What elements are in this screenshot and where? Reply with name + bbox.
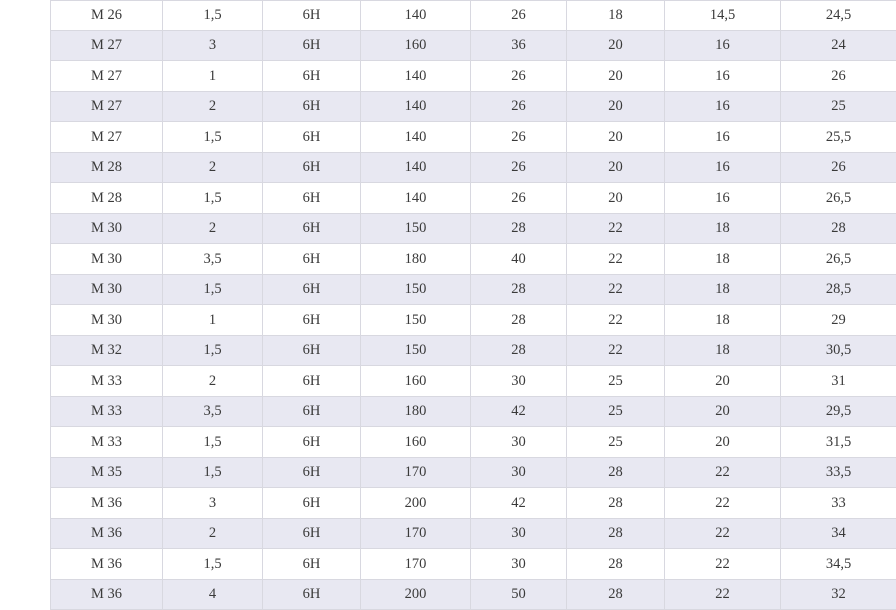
table-cell-thread: M 30 [51, 305, 163, 336]
table-cell-length_c: 25 [567, 427, 665, 458]
table-cell-pitch: 3 [163, 488, 263, 519]
table-cell-length_c: 22 [567, 213, 665, 244]
table-cell-thread: M 26 [51, 0, 163, 30]
table-cell-pitch: 3 [163, 30, 263, 61]
table-top-rule [50, 0, 896, 1]
table-cell-length_a: 140 [361, 61, 471, 92]
table-cell-length_c: 28 [567, 488, 665, 519]
table-cell-length_d: 20 [665, 427, 781, 458]
table-cell-pitch: 1,5 [163, 549, 263, 580]
table-cell-tolerance: 6H [263, 518, 361, 549]
table-cell-tolerance: 6H [263, 366, 361, 397]
table-cell-length_e: 26 [781, 61, 896, 92]
table-row [51, 152, 896, 183]
table-cell-length_c: 20 [567, 152, 665, 183]
table-cell-pitch: 1,5 [163, 0, 263, 30]
table-cell-length_b: 30 [471, 518, 567, 549]
table-cell-length_c: 28 [567, 457, 665, 488]
table-cell-length_d: 22 [665, 579, 781, 610]
table-cell-pitch: 2 [163, 91, 263, 122]
table-cell-tolerance: 6H [263, 427, 361, 458]
table-cell-length_e: 25,5 [781, 122, 896, 153]
table-cell-tolerance: 6H [263, 549, 361, 580]
thread-specification-table [50, 0, 896, 610]
table-cell-thread: M 27 [51, 30, 163, 61]
table-cell-pitch: 2 [163, 366, 263, 397]
table-cell-length_b: 28 [471, 305, 567, 336]
page-left-margin [0, 0, 50, 597]
table-cell-length_e: 25 [781, 91, 896, 122]
table-row [51, 335, 896, 366]
table-cell-length_b: 30 [471, 457, 567, 488]
table-cell-length_c: 20 [567, 122, 665, 153]
table-cell-length_c: 22 [567, 274, 665, 305]
table-cell-length_b: 30 [471, 366, 567, 397]
table-cell-length_e: 24 [781, 30, 896, 61]
table-cell-length_e: 28,5 [781, 274, 896, 305]
table-cell-length_e: 28 [781, 213, 896, 244]
table-cell-thread: M 32 [51, 335, 163, 366]
table-cell-length_b: 26 [471, 61, 567, 92]
table-row [51, 457, 896, 488]
table-cell-length_d: 18 [665, 213, 781, 244]
table-cell-length_d: 18 [665, 305, 781, 336]
table-cell-tolerance: 6H [263, 457, 361, 488]
table-cell-length_a: 140 [361, 122, 471, 153]
table-cell-length_b: 50 [471, 579, 567, 610]
table-cell-length_a: 140 [361, 183, 471, 214]
table-cell-thread: M 27 [51, 122, 163, 153]
table-cell-length_a: 140 [361, 0, 471, 30]
table-row [51, 30, 896, 61]
table-cell-length_b: 30 [471, 427, 567, 458]
table-cell-length_d: 22 [665, 488, 781, 519]
table-cell-length_e: 34 [781, 518, 896, 549]
table-cell-tolerance: 6H [263, 91, 361, 122]
table-cell-length_a: 150 [361, 274, 471, 305]
table-cell-length_c: 20 [567, 183, 665, 214]
table-cell-length_c: 20 [567, 61, 665, 92]
table-cell-tolerance: 6H [263, 244, 361, 275]
table-row [51, 488, 896, 519]
table-cell-tolerance: 6H [263, 396, 361, 427]
table-cell-length_c: 28 [567, 579, 665, 610]
table-cell-tolerance: 6H [263, 274, 361, 305]
table-cell-length_b: 26 [471, 183, 567, 214]
table-cell-length_a: 160 [361, 366, 471, 397]
table-cell-length_e: 26,5 [781, 244, 896, 275]
table-cell-length_a: 140 [361, 152, 471, 183]
table-row [51, 244, 896, 275]
table-row [51, 366, 896, 397]
table-cell-length_a: 170 [361, 549, 471, 580]
table-row [51, 518, 896, 549]
table-cell-length_a: 200 [361, 579, 471, 610]
table-cell-length_d: 16 [665, 152, 781, 183]
table-cell-thread: M 36 [51, 579, 163, 610]
table-cell-length_d: 18 [665, 335, 781, 366]
table-cell-length_e: 30,5 [781, 335, 896, 366]
table-row [51, 579, 896, 610]
table-cell-length_b: 26 [471, 0, 567, 30]
table-cell-length_c: 25 [567, 396, 665, 427]
table-cell-length_d: 22 [665, 549, 781, 580]
table-cell-length_e: 32 [781, 579, 896, 610]
table-cell-length_b: 26 [471, 91, 567, 122]
table-cell-thread: M 28 [51, 183, 163, 214]
table-cell-thread: M 28 [51, 152, 163, 183]
table-cell-length_d: 18 [665, 274, 781, 305]
table-cell-length_d: 16 [665, 30, 781, 61]
table-cell-pitch: 1 [163, 305, 263, 336]
table-cell-length_d: 22 [665, 457, 781, 488]
table-cell-length_d: 16 [665, 61, 781, 92]
table-cell-length_e: 26,5 [781, 183, 896, 214]
table-cell-thread: M 33 [51, 396, 163, 427]
table-row [51, 122, 896, 153]
table-cell-length_e: 26 [781, 152, 896, 183]
table-cell-thread: M 36 [51, 488, 163, 519]
table-cell-length_a: 170 [361, 518, 471, 549]
table-cell-thread: M 27 [51, 91, 163, 122]
table-cell-length_a: 150 [361, 213, 471, 244]
table-cell-pitch: 2 [163, 518, 263, 549]
table-cell-length_e: 33,5 [781, 457, 896, 488]
table-cell-length_a: 150 [361, 335, 471, 366]
table-cell-length_e: 33 [781, 488, 896, 519]
table-cell-length_d: 22 [665, 518, 781, 549]
table-cell-length_c: 18 [567, 0, 665, 30]
table-cell-length_b: 28 [471, 274, 567, 305]
table-cell-length_d: 16 [665, 183, 781, 214]
table-cell-thread: M 27 [51, 61, 163, 92]
table-cell-length_b: 40 [471, 244, 567, 275]
table-cell-length_c: 22 [567, 305, 665, 336]
table-cell-tolerance: 6H [263, 488, 361, 519]
table-cell-length_a: 140 [361, 91, 471, 122]
table-row [51, 305, 896, 336]
table-cell-thread: M 30 [51, 244, 163, 275]
table-cell-tolerance: 6H [263, 335, 361, 366]
table-cell-tolerance: 6H [263, 152, 361, 183]
table-cell-pitch: 1,5 [163, 335, 263, 366]
table-cell-length_c: 20 [567, 30, 665, 61]
table-cell-pitch: 1,5 [163, 122, 263, 153]
table-cell-length_c: 28 [567, 518, 665, 549]
table-row [51, 213, 896, 244]
table-cell-pitch: 1,5 [163, 183, 263, 214]
table-cell-length_a: 200 [361, 488, 471, 519]
table-cell-length_e: 34,5 [781, 549, 896, 580]
table-cell-length_c: 28 [567, 549, 665, 580]
table-cell-length_c: 25 [567, 366, 665, 397]
table-cell-thread: M 36 [51, 518, 163, 549]
table-cell-length_c: 22 [567, 335, 665, 366]
table-row [51, 61, 896, 92]
table-row [51, 396, 896, 427]
table-row [51, 91, 896, 122]
table-row [51, 0, 896, 30]
table-row [51, 183, 896, 214]
table-cell-length_e: 24,5 [781, 0, 896, 30]
table-cell-length_d: 18 [665, 244, 781, 275]
table-cell-length_a: 180 [361, 244, 471, 275]
table-cell-tolerance: 6H [263, 305, 361, 336]
table-cell-thread: M 36 [51, 549, 163, 580]
table-cell-tolerance: 6H [263, 122, 361, 153]
table-cell-length_b: 42 [471, 488, 567, 519]
table-cell-tolerance: 6H [263, 579, 361, 610]
table-cell-length_d: 14,5 [665, 0, 781, 30]
table-cell-length_b: 30 [471, 549, 567, 580]
table-row [51, 274, 896, 305]
table-cell-length_a: 160 [361, 427, 471, 458]
table-cell-length_e: 31,5 [781, 427, 896, 458]
table-cell-length_b: 26 [471, 152, 567, 183]
table-cell-tolerance: 6H [263, 61, 361, 92]
table-cell-length_d: 20 [665, 366, 781, 397]
table-cell-length_a: 170 [361, 457, 471, 488]
table-cell-length_b: 36 [471, 30, 567, 61]
table-cell-length_e: 29 [781, 305, 896, 336]
table-row [51, 427, 896, 458]
table-cell-tolerance: 6H [263, 213, 361, 244]
table-cell-pitch: 4 [163, 579, 263, 610]
table-cell-length_a: 150 [361, 305, 471, 336]
table-cell-thread: M 30 [51, 274, 163, 305]
table-cell-pitch: 1,5 [163, 457, 263, 488]
table-cell-length_d: 16 [665, 122, 781, 153]
table-cell-thread: M 35 [51, 457, 163, 488]
table-cell-length_b: 28 [471, 213, 567, 244]
table-cell-pitch: 1 [163, 61, 263, 92]
table-cell-length_e: 31 [781, 366, 896, 397]
table-cell-tolerance: 6H [263, 30, 361, 61]
table-cell-length_a: 160 [361, 30, 471, 61]
table-body [51, 0, 896, 610]
table-cell-pitch: 1,5 [163, 427, 263, 458]
table-cell-length_b: 26 [471, 122, 567, 153]
table-cell-thread: M 33 [51, 366, 163, 397]
table-cell-length_e: 29,5 [781, 396, 896, 427]
table-row [51, 549, 896, 580]
table-cell-length_a: 180 [361, 396, 471, 427]
table-cell-length_d: 16 [665, 91, 781, 122]
table-cell-length_c: 22 [567, 244, 665, 275]
table-cell-tolerance: 6H [263, 0, 361, 30]
table-cell-pitch: 1,5 [163, 274, 263, 305]
table-cell-tolerance: 6H [263, 183, 361, 214]
table-cell-length_d: 20 [665, 396, 781, 427]
table-cell-pitch: 2 [163, 152, 263, 183]
table-cell-thread: M 33 [51, 427, 163, 458]
table-cell-length_b: 28 [471, 335, 567, 366]
table-cell-pitch: 2 [163, 213, 263, 244]
table-cell-pitch: 3,5 [163, 396, 263, 427]
table-cell-length_c: 20 [567, 91, 665, 122]
table-cell-pitch: 3,5 [163, 244, 263, 275]
table-cell-length_b: 42 [471, 396, 567, 427]
table-cell-thread: M 30 [51, 213, 163, 244]
